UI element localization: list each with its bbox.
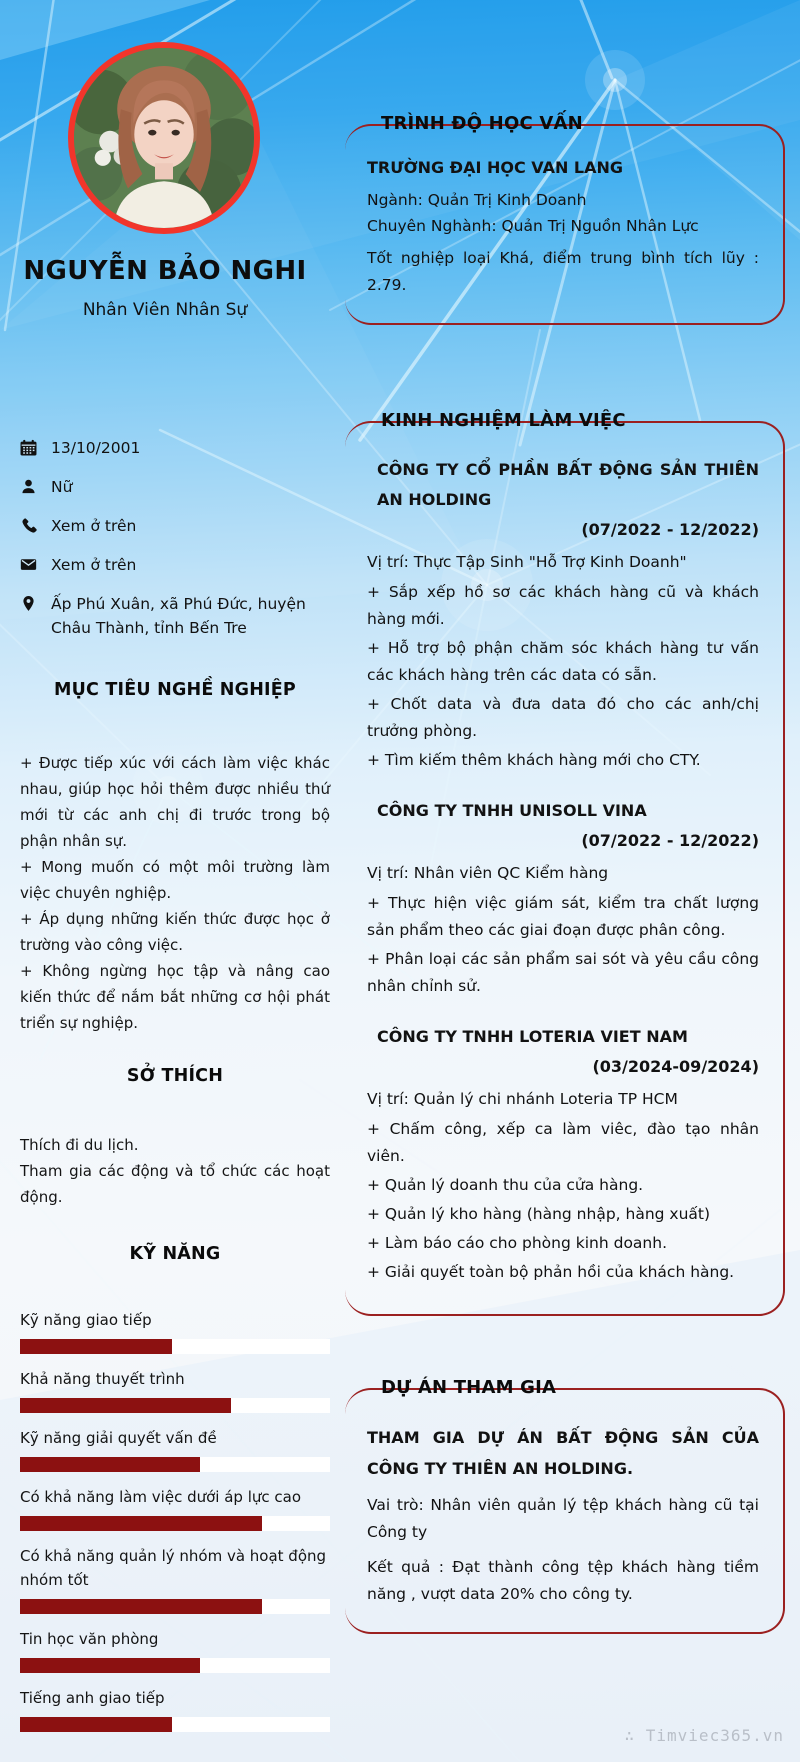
site-watermark: ∴ Timviec365.vn <box>624 1726 784 1745</box>
job-bullet: + Làm báo cáo cho phòng kinh doanh. <box>367 1234 667 1252</box>
experience-section <box>345 410 785 1316</box>
skill-label: Khả năng thuyết trình <box>20 1370 185 1388</box>
education-grade-note: Tốt nghiệp loại Khá, điểm trung bình tích lũy : 2.79. <box>367 249 759 294</box>
job-bullet: + Quản lý doanh thu của cửa hàng. <box>367 1176 644 1194</box>
right-column <box>345 100 785 1634</box>
skills-heading: KỸ NĂNG <box>129 1244 221 1264</box>
education-specialization: Chuyên Nghành: Quản Trị Nguồn Nhân Lực <box>367 217 699 235</box>
objective-heading: MỤC TIÊU NGHỀ NGHIỆP <box>54 680 296 700</box>
job-company: CÔNG TY TNHH UNISOLL VINA <box>377 801 647 820</box>
skill-bar-fill <box>20 1599 262 1614</box>
education-section <box>345 113 785 325</box>
hobbies-text <box>20 1132 330 1210</box>
job-position: Vị trí: Nhân viên QC Kiểm hàng <box>367 864 609 882</box>
project-title: THAM GIA DỰ ÁN BẤT ĐỘNG SẢN CỦA CÔNG TY THIÊN AN HOLDING. <box>367 1428 759 1478</box>
contact-email: Xem ở trên <box>51 556 137 574</box>
job-bullet: + Thực hiện việc giám sát, kiểm tra chất lượng sản phẩm theo các giai đoạn được phân công. <box>367 894 759 939</box>
profile-photo-illustration <box>74 48 254 228</box>
job-bullet: + Chấm công, xếp ca làm viêc, đào tạo nhân viên. <box>367 1120 759 1165</box>
skill-bar-track <box>20 1457 330 1472</box>
contact-address: Ấp Phú Xuân, xã Phú Đức, huyện Châu Thành, tỉnh Bến Tre <box>51 595 306 637</box>
skill-bar-track <box>20 1658 330 1673</box>
job-bullet: + Giải quyết toàn bộ phản hồi của khách hàng. <box>367 1263 735 1281</box>
contact-gender-row <box>20 475 330 499</box>
skill-bar-fill <box>20 1457 200 1472</box>
contact-email-row <box>20 553 330 577</box>
objective-line: + Được tiếp xúc với cách làm việc khác nhau, giúp học hỏi thêm được nhiều thứ mới từ các anh chị đi trước trong bộ phận nhân sự. <box>20 754 330 850</box>
job-period: (07/2022 - 12/2022) <box>581 831 759 850</box>
job-period: (03/2024-09/2024) <box>592 1057 759 1076</box>
job-entry <box>367 455 759 774</box>
objective-text <box>20 750 330 1036</box>
skill-bar-fill <box>20 1516 262 1531</box>
candidate-name: NGUYỄN BẢO NGHI <box>23 256 307 286</box>
job-position: Vị trí: Thực Tập Sinh "Hỗ Trợ Kinh Doanh" <box>367 553 687 571</box>
skill-bar-track <box>20 1398 330 1413</box>
skill-bar-fill <box>20 1398 231 1413</box>
objective-line: + Không ngừng học tập và nâng cao kiến thức để nắm bắt những cơ hội phát triển sự nghiệp. <box>20 962 330 1032</box>
job-position: Vị trí: Quản lý chi nhánh Loteria TP HCM <box>367 1090 678 1108</box>
job-bullets <box>367 1116 759 1286</box>
contact-birthdate-row <box>20 436 330 460</box>
skill-label: Có khả năng làm việc dưới áp lực cao <box>20 1488 302 1506</box>
job-bullet: + Hỗ trợ bộ phận chăm sóc khách hàng tư vấn các khách hàng trên các data có sẵn. <box>367 639 759 684</box>
calendar-icon <box>20 436 38 460</box>
hobbies-heading: SỞ THÍCH <box>126 1066 224 1086</box>
job-entry <box>367 796 759 1000</box>
skill-bar-track <box>20 1516 330 1531</box>
skill-bar-track <box>20 1717 330 1732</box>
skill-item <box>20 1544 330 1614</box>
skill-item <box>20 1308 330 1354</box>
education-heading: TRÌNH ĐỘ HỌC VẤN <box>381 113 583 134</box>
job-bullet: + Sắp xếp hồ sơ các khách hàng cũ và khách hàng mới. <box>367 583 759 628</box>
skill-label: Kỹ năng giải quyết vấn đề <box>20 1429 217 1447</box>
objective-line: + Mong muốn có một môi trường làm việc chuyên nghiệp. <box>20 858 330 902</box>
skill-item <box>20 1367 330 1413</box>
phone-icon <box>20 514 38 538</box>
job-bullets <box>367 579 759 774</box>
hobby-line: Thích đi du lịch. <box>20 1136 139 1154</box>
contact-address-row <box>20 592 330 640</box>
skill-bar-fill <box>20 1658 200 1673</box>
job-company: CÔNG TY CỔ PHẦN BẤT ĐỘNG SẢN THIÊN AN HOLDING <box>377 460 759 509</box>
experience-heading: KINH NGHIỆM LÀM VIỆC <box>381 410 626 431</box>
skill-item <box>20 1686 330 1732</box>
profile-photo <box>68 42 260 234</box>
project-role: Vai trò: Nhân viên quản lý tệp khách hàng cũ tại Công ty <box>367 1496 759 1541</box>
job-company: CÔNG TY TNHH LOTERIA VIET NAM <box>377 1027 688 1046</box>
skill-label: Tin học văn phòng <box>20 1630 159 1648</box>
person-icon <box>20 475 38 499</box>
job-bullets <box>367 890 759 1000</box>
skill-item <box>20 1627 330 1673</box>
project-result: Kết quả : Đạt thành công tệp khách hàng tiềm năng , vượt data 20% cho công ty. <box>367 1558 759 1603</box>
skills-list <box>20 1308 330 1732</box>
skill-bar-track <box>20 1599 330 1614</box>
contact-phone: Xem ở trên <box>51 517 137 535</box>
education-major: Ngành: Quản Trị Kinh Doanh <box>367 191 587 209</box>
skill-bar-fill <box>20 1339 172 1354</box>
objective-line: + Áp dụng những kiến thức được học ở trường vào công việc. <box>20 910 330 954</box>
skill-item <box>20 1426 330 1472</box>
projects-section <box>345 1377 785 1634</box>
hobby-line: Tham gia các động và tổ chức các hoạt động. <box>20 1162 330 1206</box>
contact-gender: Nữ <box>51 478 73 496</box>
education-school: TRƯỜNG ĐẠI HỌC VAN LANG <box>367 158 624 177</box>
skill-label: Có khả năng quản lý nhóm và hoạt động nhóm tốt <box>20 1547 327 1589</box>
projects-heading: DỰ ÁN THAM GIA <box>381 1377 557 1398</box>
contact-birthdate: 13/10/2001 <box>51 439 141 457</box>
skill-label: Kỹ năng giao tiếp <box>20 1311 152 1329</box>
job-bullet: + Tìm kiếm thêm khách hàng mới cho CTY. <box>367 751 701 769</box>
job-entry <box>367 1022 759 1286</box>
job-bullet: + Quản lý kho hàng (hàng nhập, hàng xuất) <box>367 1205 711 1223</box>
location-icon <box>20 592 38 640</box>
job-period: (07/2022 - 12/2022) <box>581 520 759 539</box>
contact-phone-row <box>20 514 330 538</box>
skill-label: Tiếng anh giao tiếp <box>20 1689 165 1707</box>
candidate-job-title: Nhân Viên Nhân Sự <box>82 300 248 320</box>
email-icon <box>20 553 38 577</box>
skill-item <box>20 1485 330 1531</box>
left-column <box>20 436 330 1745</box>
job-bullet: + Phân loại các sản phẩm sai sót và yêu cầu công nhân chỉnh sử. <box>367 950 759 995</box>
skill-bar-track <box>20 1339 330 1354</box>
skill-bar-fill <box>20 1717 172 1732</box>
job-bullet: + Chốt data và đưa data đó cho các anh/chị trưởng phòng. <box>367 695 759 740</box>
